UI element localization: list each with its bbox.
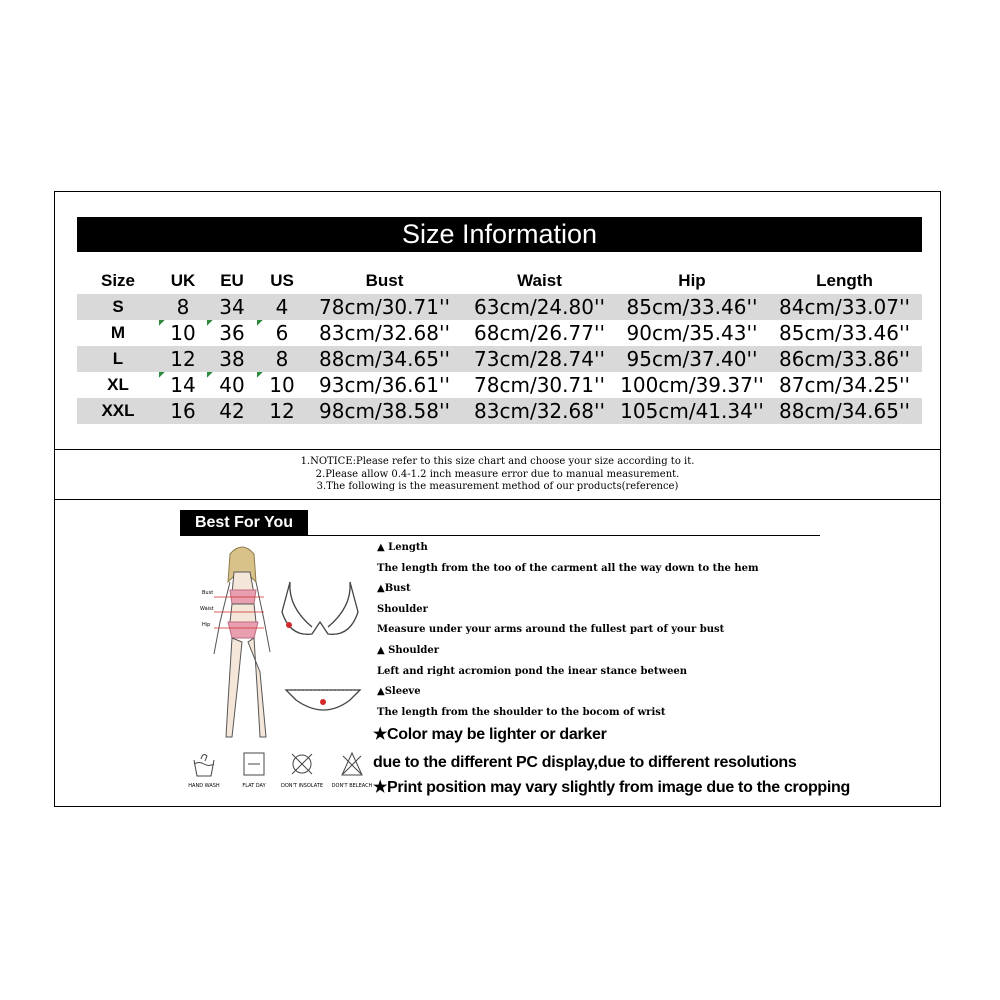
shoulder-description: Left and right acromion pond the inear stance between <box>377 665 688 677</box>
notice-line-3: 3.The following is the measurement method of our products(reference) <box>316 481 679 492</box>
table-row <box>77 320 922 346</box>
cell-us: 12 <box>257 398 307 424</box>
shoulder-heading: ▲ Shoulder <box>377 644 440 656</box>
header-us: US <box>270 270 294 290</box>
display-note: due to the different PC display,due to different resolutions <box>373 754 797 771</box>
flat-dry-label: FLAT DAY <box>242 783 266 789</box>
sleeve-description: The length from the shoulder to the bocom of wrist <box>377 706 666 718</box>
length-heading: ▲ Length <box>377 542 428 553</box>
best-for-you-rule <box>180 535 820 536</box>
cell-waist: 83cm/32.68'' <box>462 398 617 424</box>
cell-eu: 40 <box>207 372 257 398</box>
header-hip: Hip <box>678 270 706 290</box>
cell-length: 86cm/33.86'' <box>767 346 922 372</box>
dont-bleach-icon <box>339 750 365 778</box>
cell-bust: 78cm/30.71'' <box>307 294 462 320</box>
dont-insolate-icon <box>289 750 315 778</box>
bust-label: Bust <box>202 590 214 596</box>
header-waist: Waist <box>517 270 562 290</box>
measurement-illustration <box>190 542 365 747</box>
care-dont-bleach <box>327 750 377 789</box>
print-note: ★Print position may vary slightly from image due to the cropping <box>373 779 850 796</box>
cell-hip: 100cm/39.37'' <box>620 373 764 397</box>
cell-uk: 14 <box>159 372 207 398</box>
bikini-bottom-diagram-icon <box>286 690 360 710</box>
cell-length: 84cm/33.07'' <box>767 294 922 320</box>
cell-us: 10 <box>257 372 307 398</box>
dont-insolate-label: DON'T INSOLATE <box>280 783 323 789</box>
hand-wash-icon <box>191 750 217 778</box>
bust-heading: ▲Bust <box>377 583 411 595</box>
model-figure-icon <box>214 547 270 737</box>
cell-length: 88cm/34.65'' <box>767 398 922 424</box>
care-hand-wash <box>179 750 229 789</box>
cell-bust: 83cm/32.68'' <box>319 321 450 345</box>
table-header-row <box>77 267 922 294</box>
notice-line-2: 2.Please allow 0.4-1.2 inch measure error due to manual measurement. <box>315 468 680 480</box>
sleeve-heading: ▲Sleeve <box>377 686 421 698</box>
cell-hip: 105cm/41.34'' <box>617 398 767 424</box>
bust-description: Measure under your arms around the fullest part of your bust <box>377 624 725 636</box>
cell-size: M <box>110 323 126 342</box>
cell-uk: 16 <box>159 398 207 424</box>
cell-length: 87cm/34.25'' <box>779 373 910 397</box>
header-uk: UK <box>170 270 196 290</box>
hand-wash-label: HAND WASH <box>188 783 220 789</box>
size-table <box>77 267 922 424</box>
dont-bleach-label: DON'T BELEACH <box>331 783 373 789</box>
table-row <box>77 372 922 398</box>
cell-waist: 73cm/28.74'' <box>462 346 617 372</box>
notice-top-divider <box>55 449 940 450</box>
hip-label: Hip <box>202 622 211 628</box>
cell-uk: 12 <box>159 346 207 372</box>
color-note: ★Color may be lighter or darker <box>373 726 607 743</box>
shoulder-label: Shoulder <box>377 603 428 615</box>
cell-size: XL <box>107 375 129 394</box>
size-information-title: Size Information <box>77 217 922 252</box>
cell-waist: 68cm/26.77'' <box>474 321 605 345</box>
cell-uk: 10 <box>159 320 207 346</box>
cell-hip: 85cm/33.46'' <box>617 294 767 320</box>
cell-eu: 42 <box>207 398 257 424</box>
cell-size: S <box>77 294 159 320</box>
cell-hip: 90cm/35.43'' <box>626 321 758 345</box>
cell-bust: 88cm/34.65'' <box>307 346 462 372</box>
care-dont-insolate <box>277 750 327 789</box>
cell-uk: 8 <box>159 294 207 320</box>
header-size: Size <box>100 270 136 290</box>
cell-eu: 38 <box>207 346 257 372</box>
cell-waist: 63cm/24.80'' <box>462 294 617 320</box>
care-flat-dry <box>229 750 279 789</box>
cell-eu: 34 <box>207 294 257 320</box>
cell-bust: 98cm/38.58'' <box>307 398 462 424</box>
measurement-descriptions <box>377 538 759 723</box>
cell-bust: 93cm/36.61'' <box>319 373 450 397</box>
header-length: Length <box>816 270 873 290</box>
header-eu: EU <box>220 270 244 290</box>
table-row <box>77 346 922 372</box>
cell-size: XXL <box>77 398 159 424</box>
cell-us: 4 <box>257 294 307 320</box>
notice-bottom-divider <box>55 499 940 500</box>
cell-waist: 78cm/30.71'' <box>474 373 605 397</box>
cell-length: 85cm/33.46'' <box>779 321 910 345</box>
cell-us: 8 <box>257 346 307 372</box>
notice-block <box>55 456 940 494</box>
waist-label: Waist <box>200 606 214 612</box>
cell-eu: 36 <box>207 320 257 346</box>
table-row <box>77 294 922 320</box>
cell-hip: 95cm/37.40'' <box>617 346 767 372</box>
notice-line-1: 1.NOTICE:Please refer to this size chart and choose your size according to it. <box>300 456 695 467</box>
bra-diagram-icon <box>282 582 358 634</box>
cell-us: 6 <box>257 320 307 346</box>
table-row <box>77 398 922 424</box>
best-for-you-tag: Best For You <box>180 510 308 536</box>
header-bust: Bust <box>365 270 404 290</box>
length-description: The length from the too of the carment all the way down to the hem <box>377 562 759 574</box>
cell-size: L <box>77 346 159 372</box>
flat-dry-icon <box>241 750 267 778</box>
